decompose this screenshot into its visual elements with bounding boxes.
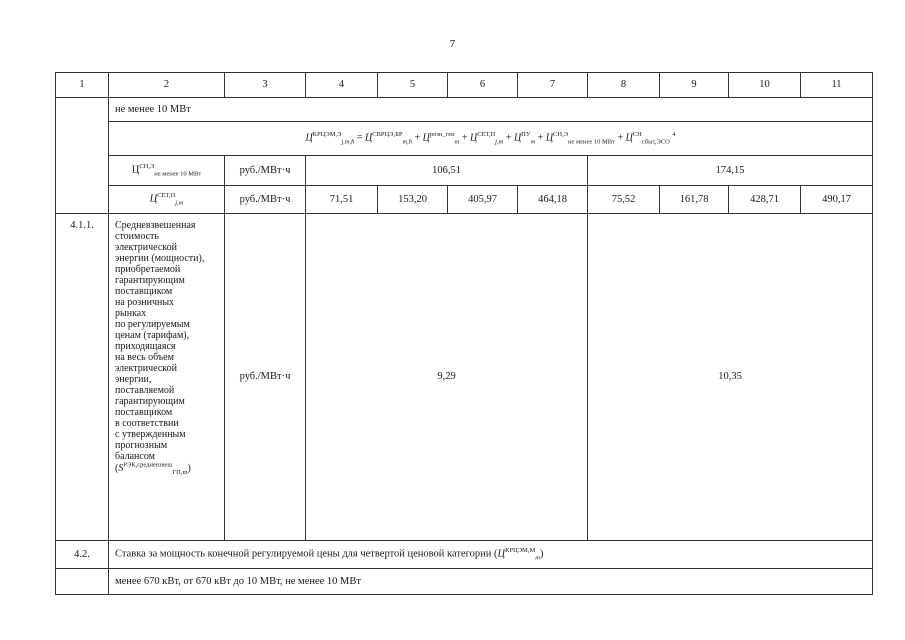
set-label: $Ц^{СЕТ,П}_{j,m}$ [109, 186, 225, 214]
col-header-8: 8 [588, 73, 660, 98]
empty-number-cell [56, 569, 109, 595]
tariff-table [55, 72, 873, 595]
row-unit: руб./МВт·ч [225, 214, 306, 541]
col-header-4: 4 [306, 73, 378, 98]
row-4-2-text: Ставка за мощность конечной регулируемой цены для четвертой ценовой категории $(Ц^{КРЦЭМ,М}_m)$ [109, 541, 873, 569]
col-header-10: 10 [729, 73, 801, 98]
column-number-row [56, 73, 873, 98]
row-description: Средневзвешенная стоимость электрической энергии (мощности), приобретаемой гарантирующим поставщиком на розничных рынках по регулируемым ценам (тарифам), приходящаяся на весь объем электрической энергии, поставляемой гарантирующим поставщиком в соответствии с утвержденным прогнозным балансом $(S^{РЭК,средневзвеш}_{ГП,m})$ [109, 214, 225, 541]
col-header-3: 3 [225, 73, 306, 98]
set-value: 464,18 [518, 186, 588, 214]
col-header-7: 7 [518, 73, 588, 98]
description-symbol: $(S^{РЭК,средневзвеш}_{ГП,m})$ [115, 462, 191, 477]
set-value: 153,20 [378, 186, 448, 214]
sn-unit: руб./МВт·ч [225, 156, 306, 186]
capacity-label: не менее 10 МВт [109, 98, 873, 122]
col-header-5: 5 [378, 73, 448, 98]
col-header-6: 6 [448, 73, 518, 98]
capacity-row-2 [56, 569, 873, 595]
sn-label: $Ц^{СН,Э}_{не менее 10 МВт}$ [109, 156, 225, 186]
page-number: 7 [449, 38, 456, 50]
set-unit: руб./МВт·ч [225, 186, 306, 214]
row-number: 4.2. [56, 541, 109, 569]
row-value-right: 10,35 [588, 214, 873, 541]
row-4-2 [56, 541, 873, 569]
formula: $Ц^{КРЦЭМ,Э}_{j,m,h} = Ц^{СВРЦЭ,БР}_{m,h} + Ц^{розн\_ген}_m + Ц^{СЕТ,П}_{j,m} + Ц^{ПУ}_m + Ц^{СН,Э}_{не менее 10 МВт} + Ц^{СН}_{сбыт,ЭСО}$ $^4$ [109, 122, 873, 156]
sn-value-left: 106,51 [306, 156, 588, 186]
empty-number-cell [56, 98, 109, 214]
set-value: 161,78 [660, 186, 729, 214]
set-value: 405,97 [448, 186, 518, 214]
sn-row [56, 156, 873, 186]
row-value-left: 9,29 [306, 214, 588, 541]
col-header-2: 2 [109, 73, 225, 98]
col-header-9: 9 [660, 73, 729, 98]
set-row [56, 186, 873, 214]
set-value: 490,17 [801, 186, 873, 214]
set-value: 71,51 [306, 186, 378, 214]
set-value: 428,71 [729, 186, 801, 214]
capacity-label-2: менее 670 кВт, от 670 кВт до 10 МВт, не менее 10 МВт [109, 569, 873, 595]
col-header-1: 1 [56, 73, 109, 98]
row-number: 4.1.1. [56, 214, 109, 541]
row-4-1-1 [56, 214, 873, 541]
set-value: 75,52 [588, 186, 660, 214]
footnote-marker: 4 [672, 131, 676, 139]
col-header-11: 11 [801, 73, 873, 98]
sn-value-right: 174,15 [588, 156, 873, 186]
formula-row [56, 122, 873, 156]
capacity-row [56, 98, 873, 122]
